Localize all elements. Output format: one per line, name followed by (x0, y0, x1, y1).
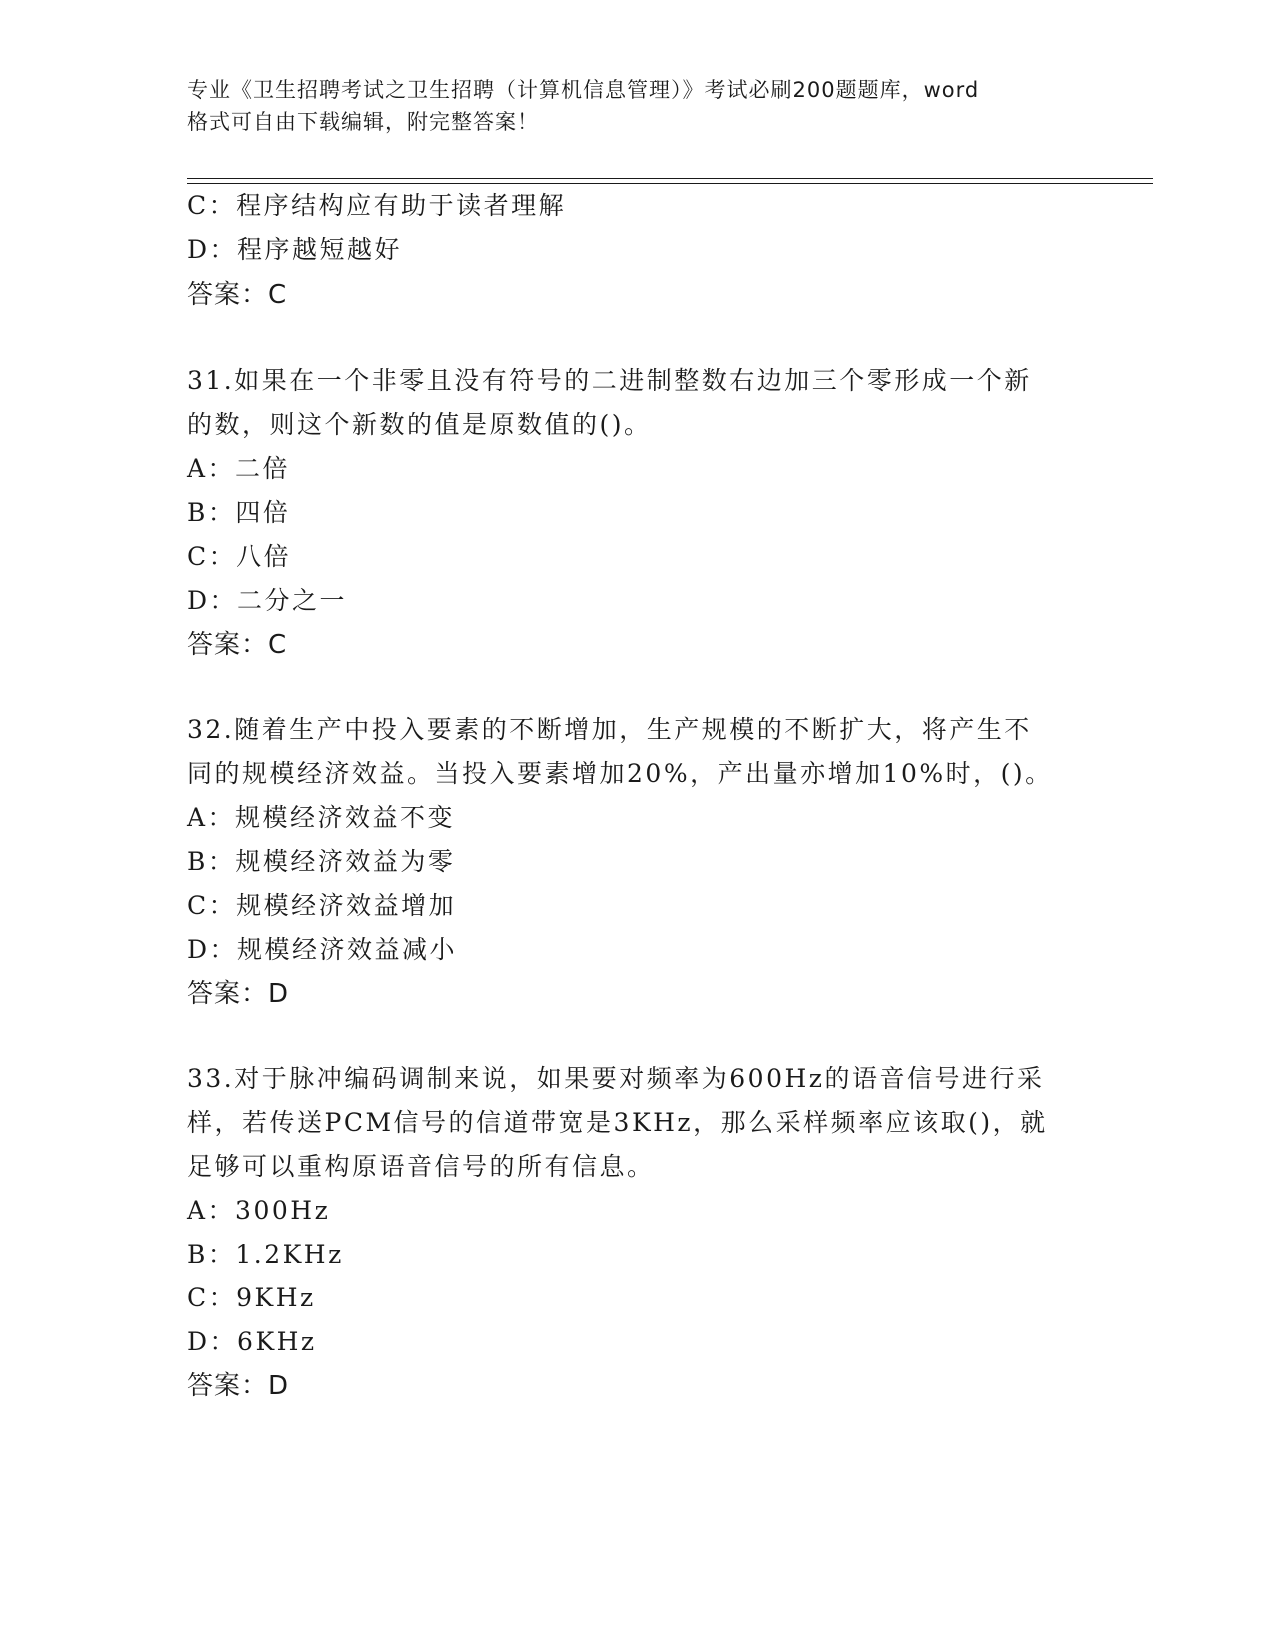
answer-line: 答案：C (187, 280, 288, 310)
answer-line: 答案：D (187, 1371, 290, 1401)
option-d: D：二分之一 (187, 586, 348, 615)
question-stem-line-1: 31.如果在一个非零且没有符号的二进制整数右边加三个零形成一个新 (187, 366, 1032, 395)
question-stem-line-1: 32.随着生产中投入要素的不断增加，生产规模的不断扩大，将产生不 (187, 715, 1032, 744)
header-divider-bottom (187, 183, 1153, 184)
header-line-1: 专业《卫生招聘考试之卫生招聘（计算机信息管理）》考试必刷200题题库，word (187, 78, 980, 102)
header-line-2: 格式可自由下载编辑，附完整答案！ (187, 110, 539, 134)
option-d: D：6KHz (187, 1327, 317, 1356)
option-b: B：规模经济效益为零 (187, 847, 456, 876)
option-c: C：规模经济效益增加 (187, 891, 457, 920)
option-a: A：300Hz (187, 1196, 331, 1225)
option-a: A：二倍 (187, 454, 291, 483)
option-d: D：规模经济效益减小 (187, 935, 458, 964)
answer-line: 答案：D (187, 979, 290, 1009)
question-stem-line-1: 33.对于脉冲编码调制来说，如果要对频率为600Hz的语音信号进行采 (187, 1064, 1045, 1093)
question-stem-line-2: 的数，则这个新数的值是原数值的()。 (187, 410, 652, 439)
question-stem-line-2: 同的规模经济效益。当投入要素增加20%，产出量亦增加10%时，()。 (187, 759, 1053, 788)
question-stem-line-2: 样，若传送PCM信号的信道带宽是3KHz，那么采样频率应该取()，就 (187, 1108, 1048, 1137)
question-stem-line-3: 足够可以重构原语音信号的所有信息。 (187, 1152, 655, 1181)
option-b: B：四倍 (187, 498, 291, 527)
answer-line: 答案：C (187, 630, 288, 660)
option-c: C：程序结构应有助于读者理解 (187, 191, 567, 220)
option-b: B：1.2KHz (187, 1240, 344, 1269)
option-c: C：9KHz (187, 1283, 316, 1312)
option-d: D：程序越短越好 (187, 235, 403, 264)
document-header (187, 74, 1087, 138)
option-a: A：规模经济效益不变 (187, 803, 456, 832)
header-divider-top (187, 178, 1153, 179)
option-c: C：八倍 (187, 542, 292, 571)
